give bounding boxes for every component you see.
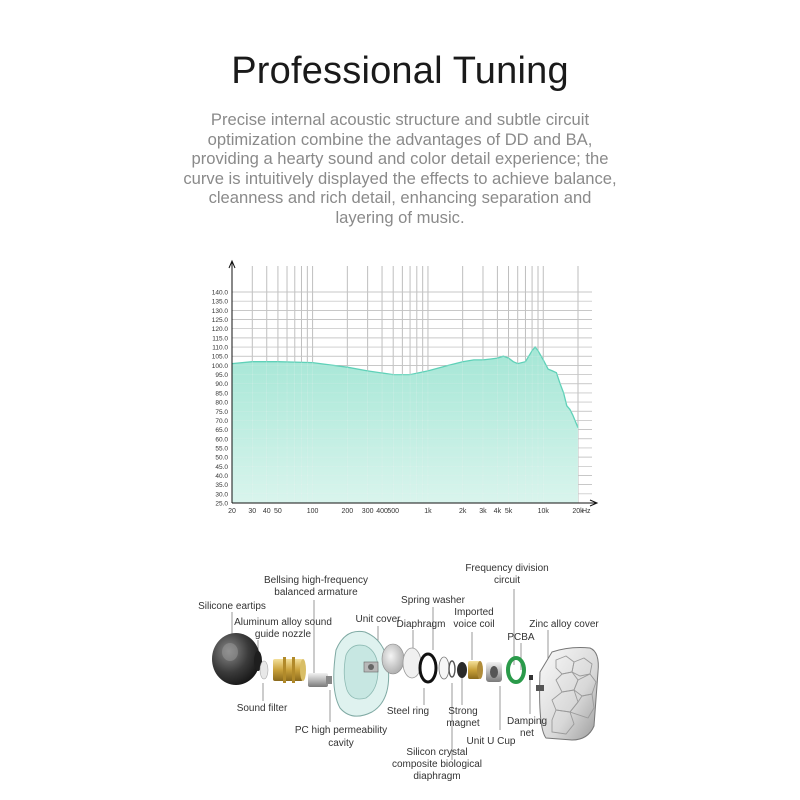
- label-pc-cavity-2: cavity: [328, 738, 354, 749]
- label-steel-ring: Steel ring: [386, 706, 430, 717]
- page-description: Precise internal acoustic structure and subtle circuit optimization combine the advantages of DD and BA, providing a hearty sound and color detail experience; the curve is intuitively displayed the effects to achieve balance, cleanness and rich detail, enhancing separation and layering of music.: [183, 110, 617, 227]
- y-tick-label: 120.0: [211, 326, 228, 334]
- silicon-crystal-diaphragm: [439, 657, 449, 679]
- x-tick-label: 3k: [479, 508, 487, 515]
- y-tick-label: 60.0: [215, 436, 228, 444]
- label-unit-cover: Unit cover: [355, 614, 401, 625]
- y-tick-label: 65.0: [215, 427, 228, 435]
- page-title: Professional Tuning: [231, 50, 569, 92]
- y-tick-label: 110.0: [212, 344, 228, 352]
- y-tick-label: 135.0: [211, 298, 228, 306]
- exploded-view-diagram: [0, 540, 800, 800]
- label-spring-washer: Spring washer: [401, 595, 465, 606]
- x-tick-label: 5k: [504, 508, 513, 515]
- x-unit-label: Hz: [582, 508, 591, 515]
- y-tick-label: 105.0: [211, 353, 228, 361]
- x-tick-label: 100: [306, 508, 319, 515]
- pc-cavity: [334, 631, 389, 716]
- chart-x-tick-labels: [228, 508, 584, 515]
- label-silicon-crystal-2: composite biological: [391, 759, 483, 770]
- x-tick-label: 200: [341, 508, 354, 515]
- response-area: [232, 347, 578, 503]
- label-pc-cavity-1: PC high permeability: [294, 725, 388, 736]
- chart-area-layer: [232, 266, 592, 503]
- x-tick-label: 1k: [424, 508, 432, 515]
- y-tick-label: 90.0: [215, 381, 228, 389]
- y-tick-label: 70.0: [215, 417, 228, 425]
- x-tick-label: 10k: [537, 508, 549, 515]
- label-imported-1: Imported: [454, 607, 494, 618]
- balanced-armature: [308, 673, 332, 687]
- y-tick-label: 55.0: [215, 445, 228, 453]
- x-tick-label: 20: [228, 508, 236, 515]
- x-tick-label: 20k: [572, 508, 584, 515]
- x-tick-label: 50: [273, 508, 282, 515]
- y-tick-label: 30.0: [215, 491, 228, 499]
- x-tick-label: 300: [361, 508, 374, 515]
- label-unit-u-cup: Unit U Cup: [466, 736, 516, 747]
- spring-washer: [449, 661, 455, 677]
- label-silicon-crystal-1: Silicon crystal: [406, 747, 468, 758]
- y-tick-label: 115.0: [212, 335, 228, 343]
- label-pcba: PCBA: [507, 632, 535, 643]
- label-aluminum-nozzle-1: Aluminum alloy sound: [234, 617, 332, 628]
- y-tick-label: 25.0: [215, 500, 228, 508]
- x-tick-label: 40: [262, 508, 271, 515]
- unit-cover: [382, 644, 404, 674]
- pcba: [508, 658, 524, 682]
- label-diaphragm: Diaphragm: [396, 619, 446, 630]
- y-tick-label: 95.0: [215, 372, 228, 380]
- label-aluminum-nozzle-2: guide nozzle: [254, 629, 312, 640]
- label-bellsing-2: balanced armature: [274, 587, 358, 598]
- label-strong-magnet-2: magnet: [446, 718, 480, 729]
- y-tick-label: 130.0: [211, 307, 228, 315]
- strong-magnet: [457, 662, 467, 678]
- x-tick-label: 500: [387, 508, 400, 515]
- label-silicon-crystal-3: diaphragm: [413, 771, 461, 782]
- damping-net: [529, 675, 533, 680]
- silicone-eartip: [212, 633, 262, 685]
- frequency-response-chart: [0, 250, 800, 520]
- x-tick-label: 4k: [493, 508, 502, 515]
- y-tick-label: 45.0: [215, 463, 228, 471]
- y-tick-label: 100.0: [211, 362, 228, 370]
- x-tick-label: 30: [248, 508, 257, 515]
- chart-y-tick-labels: [212, 290, 229, 508]
- label-zinc-alloy-cover: Zinc alloy cover: [529, 619, 599, 630]
- y-tick-label: 85.0: [215, 390, 228, 398]
- y-tick-label: 80.0: [215, 399, 228, 407]
- y-tick-label: 40.0: [215, 472, 228, 480]
- voice-coil: [468, 661, 483, 679]
- label-damping-net-1: Damping: [506, 716, 548, 727]
- y-tick-label: 125.0: [211, 317, 228, 325]
- label-damping-net-2: net: [520, 728, 534, 739]
- y-tick-label: 35.0: [215, 482, 228, 490]
- aluminum-nozzle: [273, 657, 306, 683]
- steel-ring: [420, 654, 436, 682]
- y-tick-label: 75.0: [215, 408, 228, 416]
- label-frequency-division-2: circuit: [493, 575, 521, 586]
- x-tick-label: 400: [376, 508, 388, 515]
- sound-filter: [260, 661, 268, 679]
- unit-u-cup: [486, 662, 502, 682]
- label-bellsing-1: Bellsing high-frequency: [264, 575, 368, 586]
- diaphragm: [403, 648, 421, 678]
- label-silicone-eartips: Silicone eartips: [198, 601, 266, 612]
- y-tick-label: 50.0: [215, 454, 228, 462]
- x-tick-label: 2k: [458, 508, 467, 515]
- label-imported-2: voice coil: [453, 619, 495, 630]
- y-tick-label: 140.0: [211, 289, 228, 297]
- label-frequency-division-1: Frequency division: [465, 563, 549, 574]
- label-sound-filter: Sound filter: [236, 703, 288, 714]
- label-strong-magnet-1: Strong: [448, 706, 478, 717]
